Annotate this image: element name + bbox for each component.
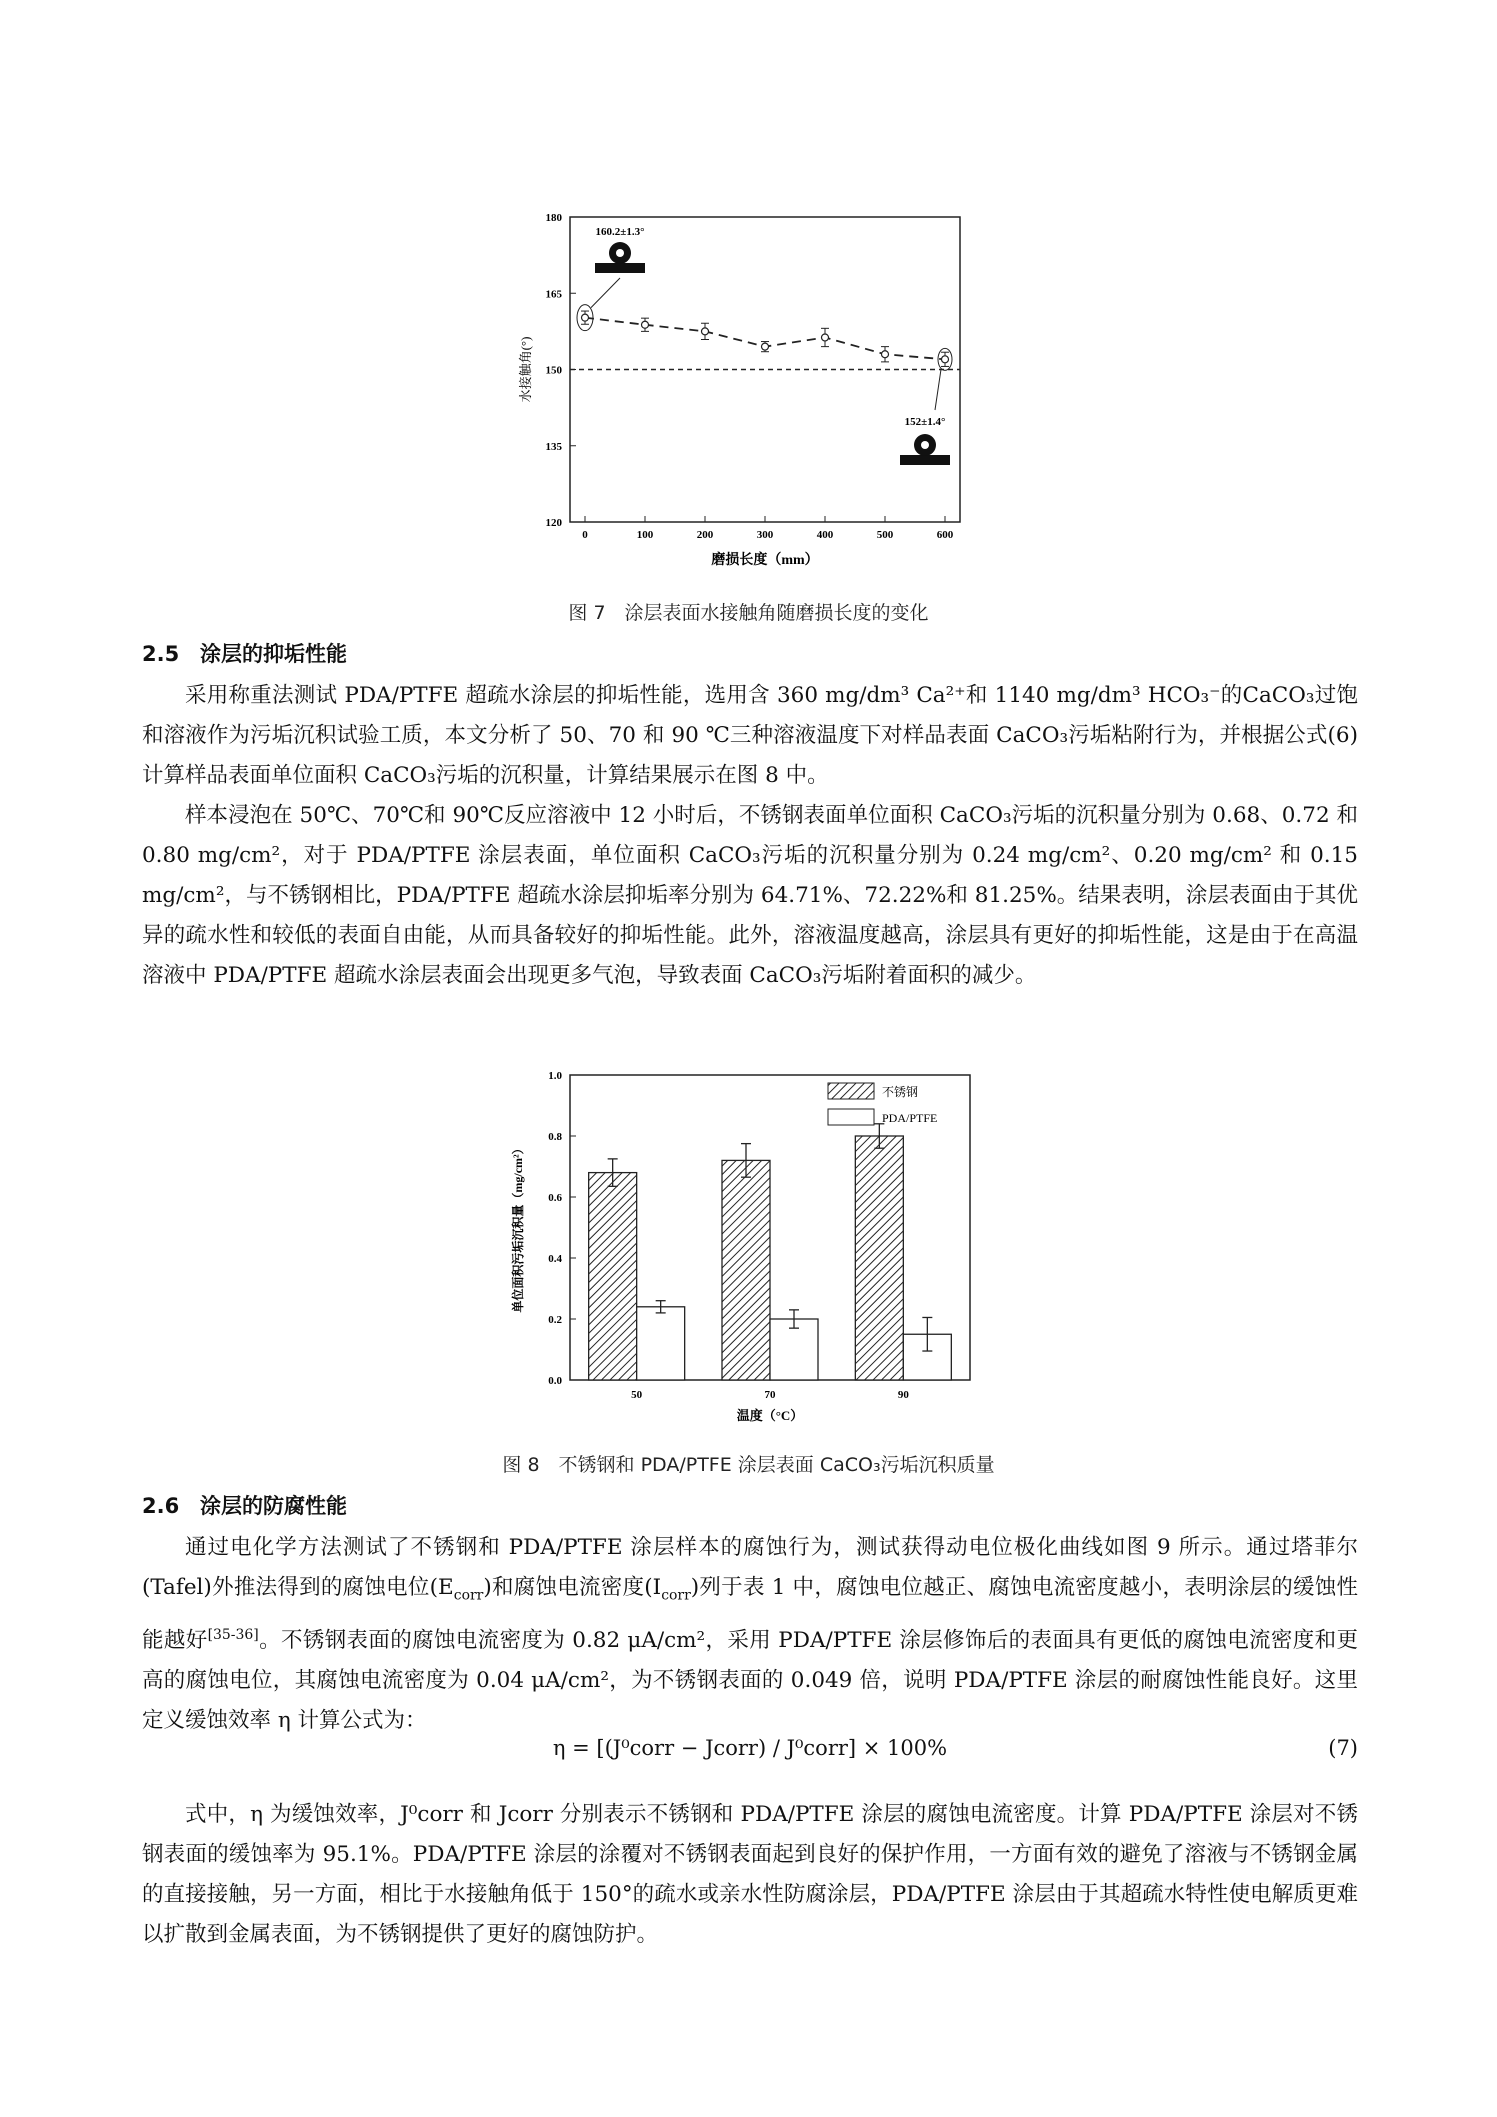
x-tick-label: 100: [636, 529, 654, 541]
x-axis-label: 温度（°C）: [736, 1408, 804, 1423]
data-point: [942, 356, 949, 363]
annotation-arrow: [935, 369, 941, 410]
section-2-5-heading: [142, 638, 347, 668]
data-point: [582, 314, 589, 321]
data-point: [642, 321, 649, 328]
equation-7: [142, 1728, 1358, 1768]
y-tick-label: 1.0: [548, 1070, 562, 1082]
section-2-5-paragraph-1: 采用称重法测试 PDA/PTFE 超疏水涂层的抑垢性能，选用含 360 mg/dm³ Ca²⁺和 1140 mg/dm³ HCO₃⁻的CaCO₃过饱和溶液作为污垢沉积试验工质，本文分析了 50、70 和 90 ℃三种溶液温度下对样品表面 CaCO₃污垢粘附行为，并根据公式(6)计算样品表面单位面积 CaCO₃污垢的沉积量，计算结果展示在图 8 中。: [142, 683, 1358, 788]
section-2-6-paragraph-2: 式中，η 为缓蚀效率，J⁰corr 和 Jcorr 分别表示不锈钢和 PDA/PTFE 涂层的腐蚀电流密度。计算 PDA/PTFE 涂层对不锈钢表面的缓蚀率为 95.1%。PDA/PTFE 涂层的涂覆对不锈钢表面起到良好的保护作用，一方面有效的避免了溶液与不锈钢金属的直接接触，另一方面，相比于水接触角低于 150°的疏水或亲水性防腐涂层，PDA/PTFE 涂层由于其超疏水特性使电解质更难以扩散到金属表面，为不锈钢提供了更好的腐蚀防护。: [142, 1802, 1358, 1947]
y-tick-label: 0.2: [548, 1314, 562, 1326]
annotation-start-angle: 160.2±1.3°: [595, 226, 645, 238]
droplet-substrate: [900, 455, 950, 465]
figure-7: [510, 205, 980, 580]
data-point: [762, 343, 769, 350]
y-tick-label: 150: [545, 364, 562, 377]
equation-body: η = [(J⁰corr − Jcorr) / J⁰corr] × 100%: [552, 1736, 948, 1760]
x-tick-label: 50: [631, 1389, 643, 1401]
droplet-substrate: [595, 263, 645, 273]
legend-swatch-pda-ptfe: [828, 1109, 874, 1125]
legend-label: PDA/PTFE: [882, 1111, 938, 1125]
y-tick-label: 120: [545, 517, 562, 529]
contact-angle-series-line: [585, 318, 945, 360]
x-tick-label: 90: [897, 1389, 909, 1401]
data-point: [822, 334, 829, 341]
legend-label: 不锈钢: [882, 1085, 919, 1099]
bar-stainless-steel: [589, 1173, 637, 1380]
section-number: 2.6: [142, 1494, 180, 1518]
legend-swatch-stainless-steel: [828, 1083, 874, 1099]
x-tick-label: 200: [696, 529, 714, 541]
figure-7-caption: 图 7 涂层表面水接触角随磨损长度的变化: [568, 602, 929, 624]
y-tick-label: 165: [545, 288, 562, 301]
y-axis-label: 水接触角(°): [518, 336, 533, 403]
bar-stainless-steel: [722, 1160, 770, 1380]
data-point: [882, 351, 889, 358]
droplet-highlight: [616, 249, 624, 257]
section-title: 涂层的抑垢性能: [200, 642, 347, 666]
section-number: 2.5: [142, 642, 180, 666]
bar-stainless-steel: [855, 1136, 903, 1380]
y-tick-label: 0.0: [548, 1375, 562, 1387]
droplet-highlight: [921, 441, 929, 449]
data-point: [702, 328, 709, 335]
annotation-end-angle: 152±1.4°: [904, 416, 946, 428]
contact-angle-chart: [510, 205, 980, 580]
section-2-6-paragraph-1: 通过电化学方法测试了不锈钢和 PDA/PTFE 涂层样本的腐蚀行为，测试获得动电位极化曲线如图 9 所示。通过塔菲尔(Tafel)外推法得到的腐蚀电位$(E_{corr})$和腐蚀电流密度$(I_{corr})$列于表 1 中，腐蚀电位越正、腐蚀电流密度越小，表明涂层的缓蚀性能越好[35-36]。不锈钢表面的腐蚀电流密度为 0.82 μA/cm²，采用 PDA/PTFE 涂层修饰后的表面具有更低的腐蚀电流密度和更高的腐蚀电位，其腐蚀电流密度为 0.04 μA/cm²，为不锈钢表面的 0.049 倍，说明 PDA/PTFE 涂层的耐腐蚀性能良好。这里定义缓蚀效率 η 计算公式为：: [142, 1535, 1359, 1734]
y-tick-label: 180: [545, 212, 562, 224]
x-tick-label: 0: [582, 529, 588, 541]
bar-pda-ptfe: [637, 1307, 685, 1380]
y-tick-label: 135: [545, 440, 562, 453]
y-tick-label: 0.4: [548, 1253, 562, 1265]
figure-8-caption: 图 8 不锈钢和 PDA/PTFE 涂层表面 CaCO₃污垢沉积质量: [502, 1454, 995, 1476]
y-tick-label: 0.8: [548, 1131, 562, 1143]
x-tick-label: 400: [816, 529, 834, 541]
y-axis-label: 单位面积污垢沉积量（mg/cm²）: [511, 1142, 525, 1313]
y-tick-label: 0.6: [548, 1192, 562, 1204]
x-axis-label: 磨损长度（mm）: [711, 553, 819, 568]
section-2-6-heading: [142, 1490, 347, 1520]
x-tick-label: 600: [936, 529, 954, 541]
section-title: 涂层的防腐性能: [200, 1494, 347, 1518]
section-2-5-paragraph-2: 样本浸泡在 50℃、70℃和 90℃反应溶液中 12 小时后，不锈钢表面单位面积 CaCO₃污垢的沉积量分别为 0.68、0.72 和 0.80 mg/cm²，对于 PDA/PTFE 涂层表面，单位面积 CaCO₃污垢的沉积量分别为 0.24 mg/cm²、0.20 mg/cm² 和 0.15 mg/cm²，与不锈钢相比，PDA/PTFE 超疏水涂层抑垢率分别为 64.71%、72.22%和 81.25%。结果表明，涂层表面由于其优异的疏水性和较低的表面自由能，从而具备较好的抑垢性能。此外，溶液温度越高，涂层具有更好的抑垢性能，这是由于在高温溶液中 PDA/PTFE 超疏水涂层表面会出现更多气泡，导致表面 CaCO₃污垢附着面积的减少。: [142, 803, 1358, 988]
x-tick-label: 300: [756, 529, 774, 541]
scale-deposition-chart: [500, 1065, 980, 1435]
equation-number: (7): [1328, 1736, 1358, 1760]
figure-8: [500, 1065, 980, 1435]
annotation-arrow: [591, 278, 620, 308]
x-tick-label: 500: [876, 529, 894, 541]
x-tick-label: 70: [764, 1389, 776, 1401]
